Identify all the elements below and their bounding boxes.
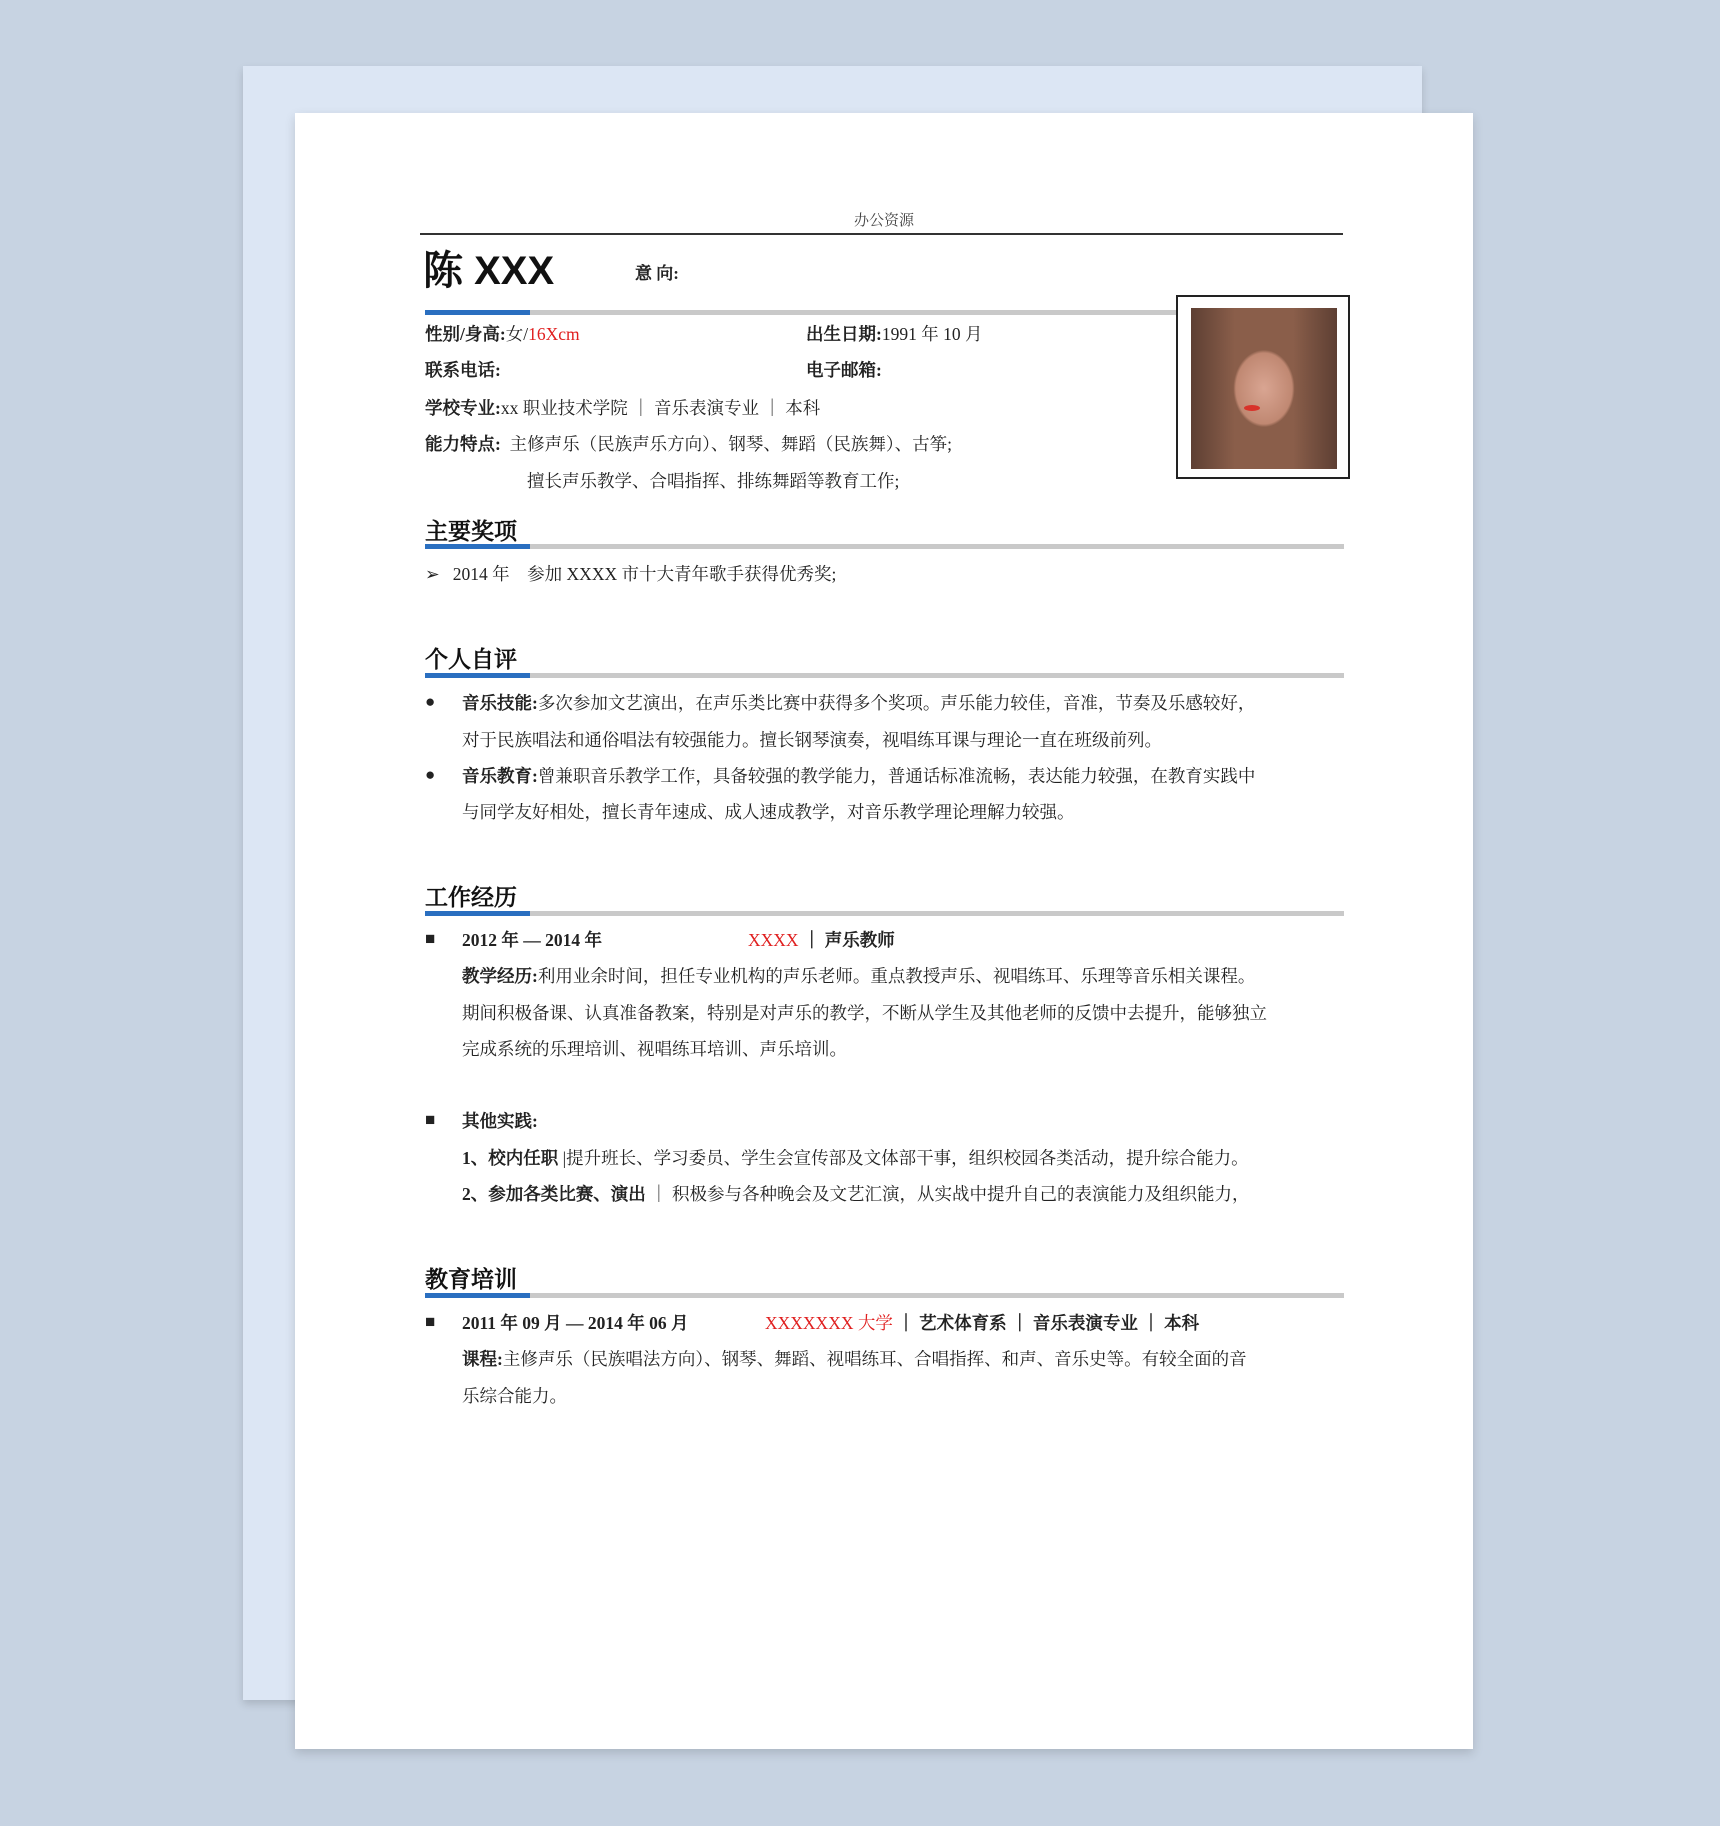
section-title-awards: 主要奖项	[425, 518, 517, 544]
birth-row	[806, 323, 982, 345]
teach-text: 完成系统的乐理培训、视唱练耳培训、声乐培训。	[462, 1039, 847, 1059]
birth-value: 1991 年 10 月	[881, 324, 983, 344]
other-item-label: 2、参加各类比赛、演出	[462, 1184, 646, 1204]
photo-detail	[1244, 405, 1260, 411]
work-role: ｜ 声乐教师	[802, 930, 895, 950]
divider-bar	[425, 1293, 1344, 1298]
candidate-name: 陈 XXX	[423, 249, 555, 293]
edu-school: XXXXXXX 大学	[765, 1313, 893, 1333]
school-label: 学校专业:	[425, 398, 501, 418]
school-value: xx 职业技术学院 ｜ 音乐表演专业 ｜ 本科	[500, 398, 821, 418]
other-item-label: 1、校内任职	[462, 1148, 559, 1168]
award-text: 2014 年 参加 XXXX 市十大青年歌手获得优秀奖;	[452, 564, 837, 584]
school-row	[425, 397, 820, 419]
profile-photo	[1176, 295, 1350, 479]
divider-bar	[425, 310, 1176, 315]
header-text: 办公资源	[853, 213, 914, 229]
list-item	[462, 765, 1255, 787]
intent-label: 意 向:	[635, 264, 679, 283]
square-bullet-icon: ■	[425, 1110, 436, 1129]
arrow-icon: ➢	[425, 564, 440, 584]
photo-image	[1191, 308, 1337, 469]
teach-label: 教学经历:	[462, 966, 538, 986]
email-label: 电子邮箱:	[806, 360, 882, 380]
divider-bar	[425, 673, 1344, 678]
bullet-icon: ●	[425, 765, 436, 784]
item-text: 多次参加文艺演出，在声乐类比赛中获得多个奖项。声乐能力较佳，音准，节奏及乐感较好，	[537, 693, 1256, 713]
other-item	[462, 1147, 1249, 1169]
ability-label: 能力特点:	[425, 434, 501, 454]
section-title-education: 教育培训	[425, 1266, 517, 1292]
work-org-row	[748, 929, 895, 951]
course-label: 课程:	[462, 1349, 503, 1369]
gender-row	[425, 323, 580, 345]
square-bullet-icon: ■	[425, 929, 436, 948]
edu-school-row	[765, 1312, 1199, 1334]
other-item-text: ｜ 积极参与各种晚会及文艺汇演，从实战中提升自己的表演能力及组织能力，	[645, 1184, 1250, 1204]
item-text: 对于民族唱法和通俗唱法有较强能力。擅长钢琴演奏，视唱练耳课与理论一直在班级前列。	[462, 730, 1162, 750]
height-value: 16Xcm	[528, 324, 580, 344]
other-item-text: |提升班长、学习委员、学生会宣传部及文体部干事，组织校园各类活动，提升综合能力。	[558, 1148, 1249, 1168]
phone-label: 联系电话:	[425, 360, 501, 380]
work-period: 2012 年 — 2014 年	[462, 930, 602, 950]
teach-text: 利用业余时间，担任专业机构的声乐老师。重点教授声乐、视唱练耳、乐理等音乐相关课程。	[537, 966, 1256, 986]
bullet-icon: ●	[425, 692, 436, 711]
item-label: 音乐技能:	[462, 693, 538, 713]
course-text: 主修声乐（民族唱法方向）、钢琴、舞蹈、视唱练耳、合唱指挥、和声、音乐史等。有较全面的音	[502, 1349, 1247, 1369]
course-text: 乐综合能力。	[462, 1386, 567, 1406]
gender-label: 性别/身高:	[425, 324, 506, 344]
item-text: 与同学友好相处，擅长青年速成、成人速成教学，对音乐教学理论理解力较强。	[462, 802, 1075, 822]
edu-period: 2011 年 09 月 — 2014 年 06 月	[462, 1313, 689, 1333]
teach-row	[462, 965, 1255, 987]
gender-value: 女/	[505, 324, 529, 344]
other-label: 其他实践:	[462, 1111, 538, 1131]
resume-page	[295, 113, 1473, 1749]
course-row	[462, 1348, 1247, 1370]
ability-line: 主修声乐（民族声乐方向）、钢琴、舞蹈（民族舞）、古筝;	[509, 434, 952, 454]
teach-text: 期间积极备课、认真准备教案，特别是对声乐的教学，不断从学生及其他老师的反馈中去提升，能够独立	[462, 1003, 1267, 1023]
item-text: 曾兼职音乐教学工作，具备较强的教学能力，普通话标准流畅，表达能力较强，在教育实践中	[537, 766, 1256, 786]
section-title-self-eval: 个人自评	[425, 646, 517, 672]
other-item	[462, 1183, 1250, 1205]
square-bullet-icon: ■	[425, 1312, 436, 1331]
ability-row	[425, 433, 952, 455]
item-label: 音乐教育:	[462, 766, 538, 786]
header-line	[420, 233, 1343, 235]
ability-line: 擅长声乐教学、合唱指挥、排练舞蹈等教育工作;	[527, 471, 900, 491]
list-item	[462, 692, 1255, 714]
birth-label: 出生日期:	[806, 324, 882, 344]
section-title-work: 工作经历	[425, 884, 517, 910]
divider-bar	[425, 544, 1344, 549]
edu-detail: ｜ 艺术体育系 ｜ 音乐表演专业 ｜ 本科	[897, 1313, 1200, 1333]
work-org: XXXX	[748, 930, 799, 950]
divider-bar	[425, 911, 1344, 916]
list-item	[425, 563, 836, 585]
